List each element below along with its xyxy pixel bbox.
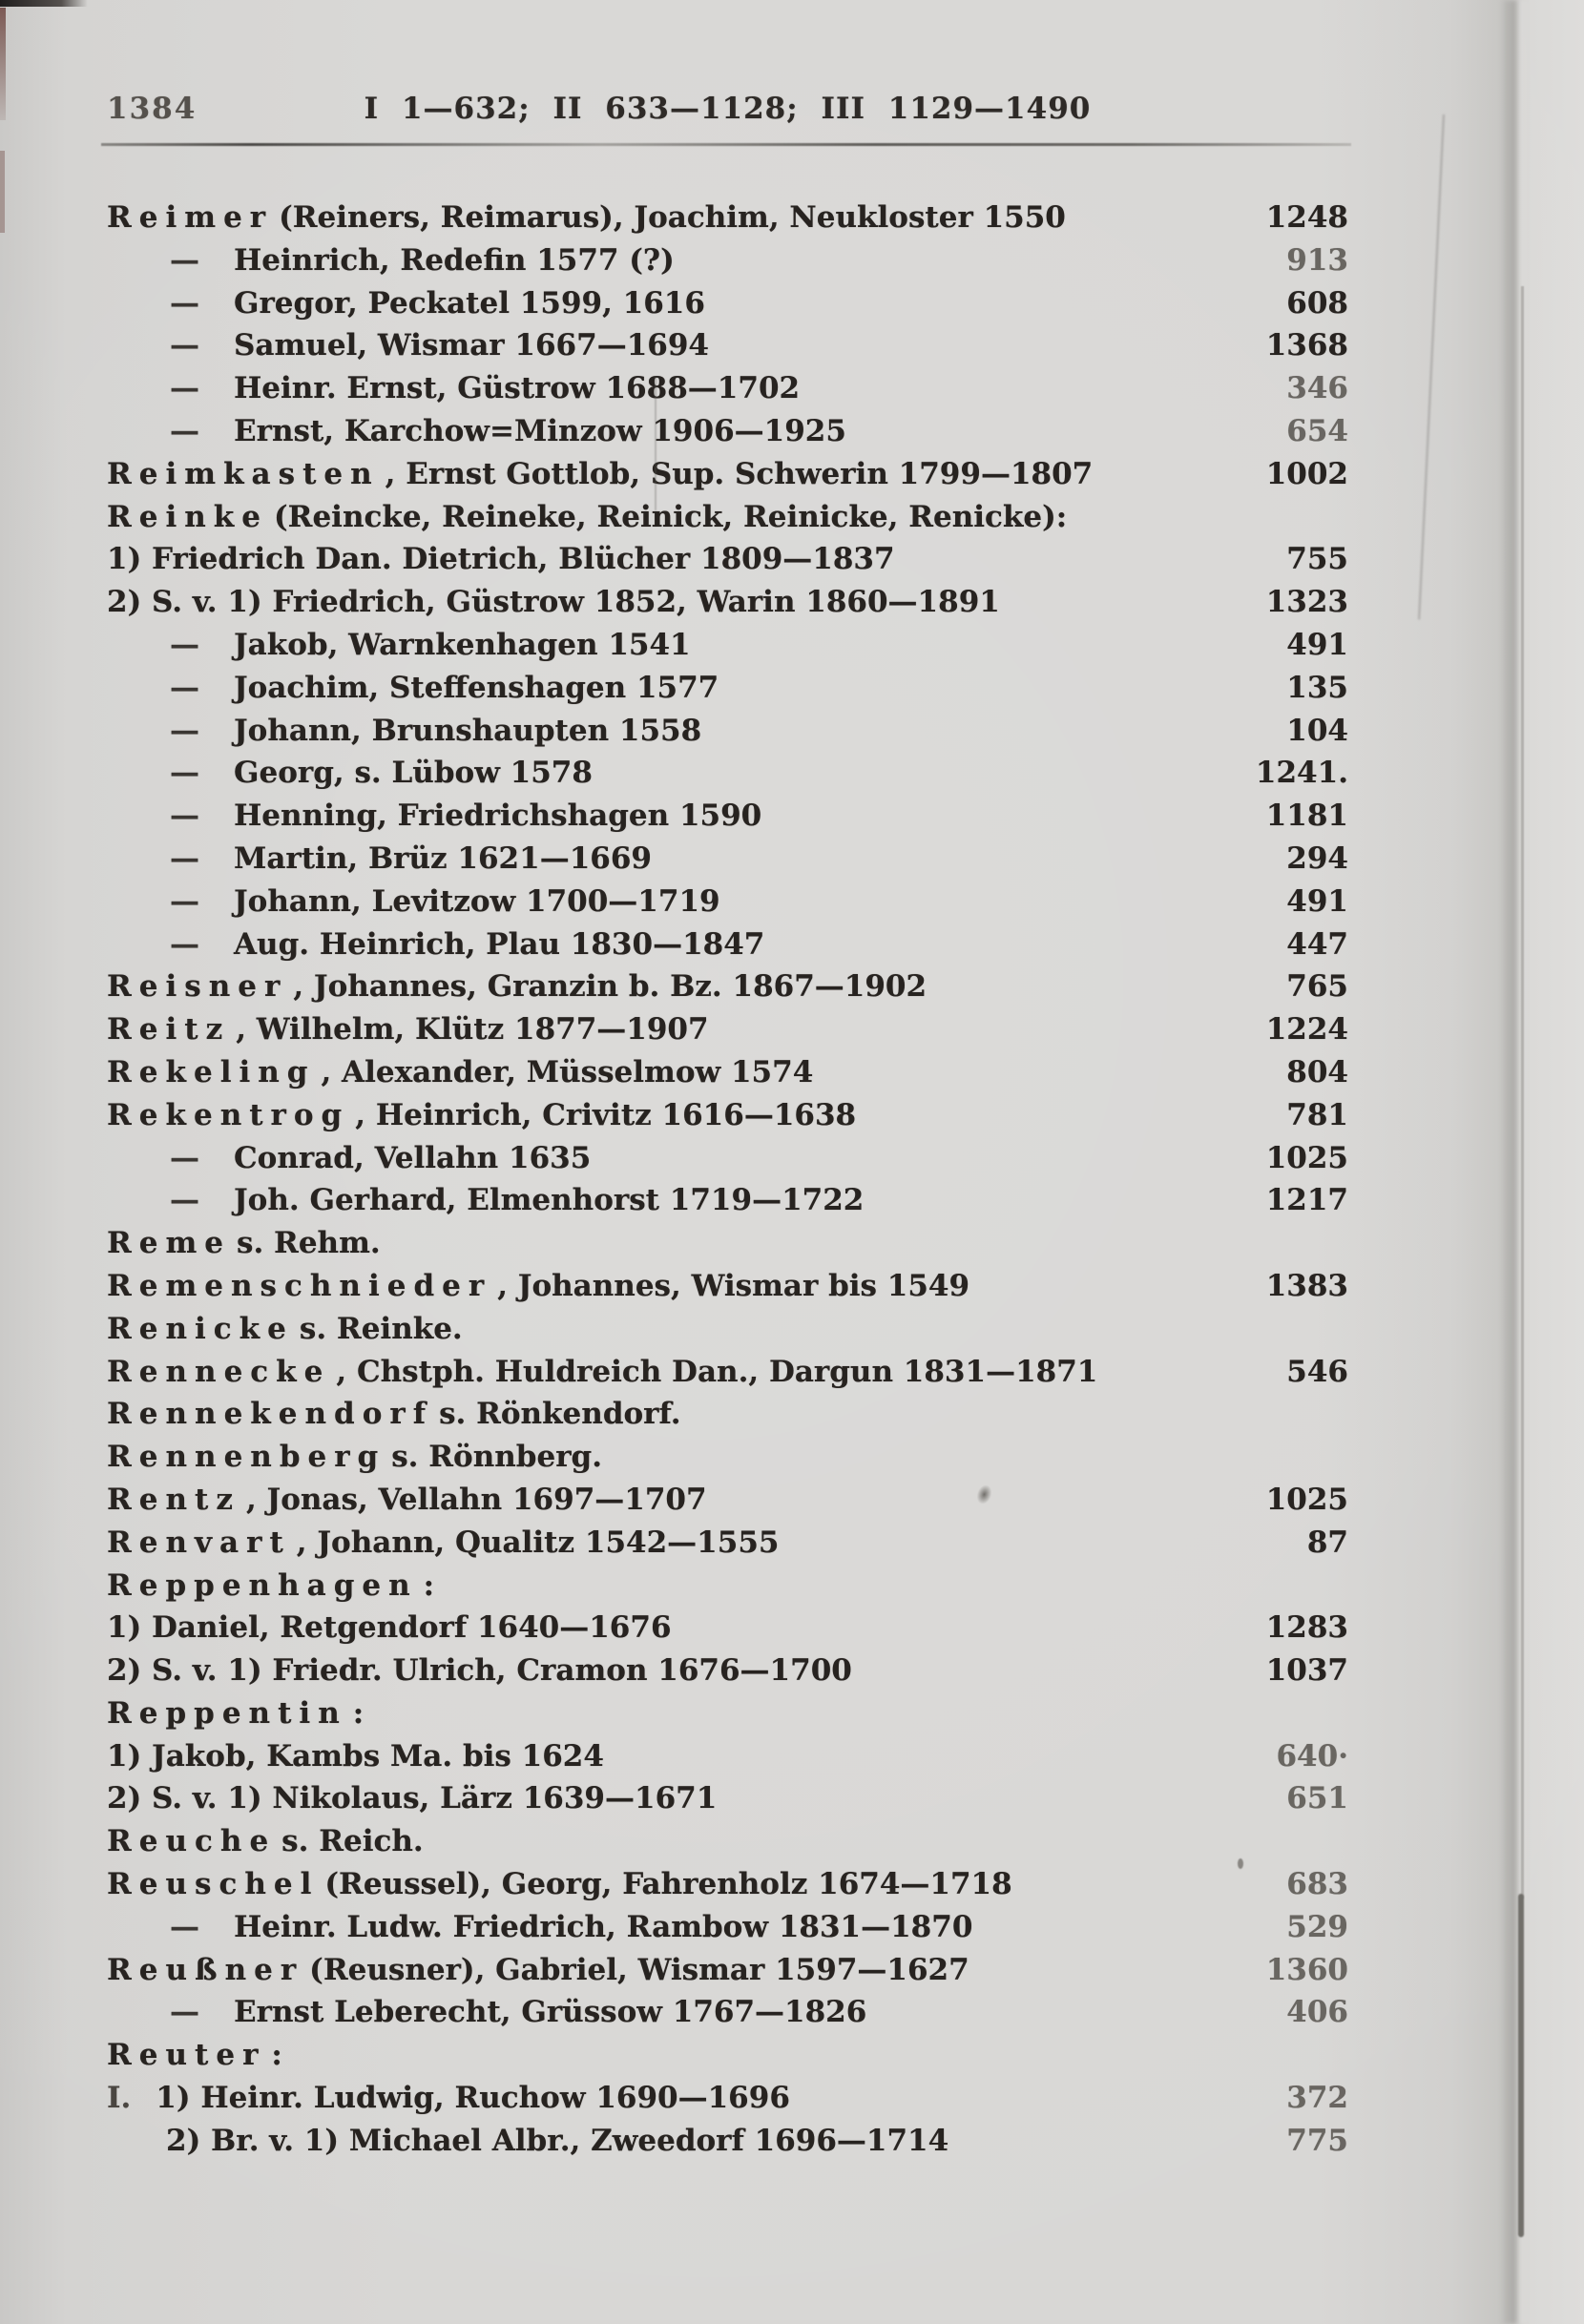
entry-page-ref: 1383: [1265, 1268, 1348, 1303]
entry-headword: Rennenberg: [107, 1440, 386, 1475]
index-entry-row: [107, 795, 1348, 838]
entry-page-ref: 529: [1286, 1909, 1348, 1944]
index-entry-row: [107, 324, 1348, 367]
entry-text: 2) S. v. 1) Nikolaus, Lärz 1639—1671: [107, 1781, 718, 1816]
entry-text: , Wilhelm, Klütz 1877—1907: [236, 1012, 709, 1048]
index-entry-row: [107, 453, 1348, 496]
index-entry-row: [107, 1650, 1348, 1692]
index-entry-row: [107, 1522, 1348, 1565]
index-entry-row: [107, 1265, 1348, 1308]
entry-page-ref: 87: [1306, 1525, 1348, 1560]
index-entry-row: [107, 1179, 1348, 1222]
entry-page-ref: 1181: [1265, 799, 1348, 834]
entry-text: (Reincke, Reineke, Reinick, Reinicke, Renicke):: [274, 499, 1068, 534]
entry-text: Martin, Brüz 1621—1669: [234, 840, 652, 876]
entry-page-ref: 1002: [1265, 456, 1348, 491]
entry-headword: Reuter: [107, 2038, 266, 2073]
entry-text: Conrad, Vellahn 1635: [234, 1140, 592, 1175]
entry-text: , Johannes, Wismar bis 1549: [497, 1268, 970, 1303]
running-head-volume-ranges: I 1—632; II 633—1128; III 1129—1490: [364, 92, 1092, 126]
index-entry-row: [107, 1735, 1348, 1778]
entry-headword: Renvart: [107, 1525, 291, 1560]
entry-text: Ernst, Karchow=Minzow 1906—1925: [234, 413, 846, 448]
entry-ditto-dash: —: [170, 670, 199, 705]
index-entry-row: [107, 1949, 1348, 1992]
entry-text: s. Rehm.: [237, 1226, 381, 1261]
entry-text: :: [423, 1567, 435, 1603]
entry-page-ref: 447: [1286, 926, 1348, 962]
entry-text: Heinrich, Redefin 1577 (?): [234, 242, 675, 278]
entry-page-ref: 1224: [1265, 1012, 1348, 1048]
index-entry-row: [107, 1692, 1348, 1735]
entry-text: Jakob, Warnkenhagen 1541: [234, 627, 691, 662]
entry-text: , Jonas, Vellahn 1697—1707: [245, 1482, 707, 1517]
entry-ditto-dash: —: [170, 413, 199, 448]
entry-text: s. Rönkendorf.: [439, 1397, 681, 1432]
entry-text: (Reussel), Georg, Fahrenholz 1674—1718: [324, 1867, 1012, 1902]
entry-page-ref: 1323: [1265, 585, 1348, 620]
entry-text: , Ernst Gottlob, Sup. Schwerin 1799—1807: [385, 456, 1094, 491]
index-entry-row: [107, 197, 1348, 239]
header-rule: [101, 143, 1351, 146]
page-edge-line: [1518, 1894, 1524, 2237]
entry-text: Ernst Leberecht, Grüssow 1767—1826: [234, 1995, 867, 2030]
entry-headword: Reitz: [107, 1012, 231, 1048]
entry-page-ref: 1025: [1265, 1140, 1348, 1175]
entry-ditto-dash: —: [170, 242, 199, 278]
entry-headword: Reuche: [107, 1824, 277, 1859]
entry-page-ref: 654: [1286, 413, 1348, 448]
page-edge-shadow: [1500, 0, 1529, 2324]
index-entry-row: [107, 410, 1348, 453]
entry-text: s. Rönnberg.: [391, 1440, 602, 1475]
entry-text: , Chstph. Huldreich Dan., Dargun 1831—1871: [336, 1354, 1098, 1389]
index-entry-row: [107, 1308, 1348, 1351]
index-entry-row: [107, 1863, 1348, 1906]
entry-page-ref: 781: [1286, 1097, 1348, 1132]
entry-page-ref: 406: [1286, 1995, 1348, 2030]
index-entry-row: [107, 667, 1348, 710]
entry-page-ref: 372: [1286, 2081, 1348, 2116]
entry-headword: Reppentin: [107, 1695, 347, 1731]
entry-ditto-dash: —: [170, 627, 199, 662]
entry-page-ref: 1241.: [1255, 756, 1348, 791]
entry-text: Joachim, Steffenshagen 1577: [234, 670, 719, 705]
entry-headword: Reuschel: [107, 1867, 320, 1902]
index-entry-row: [107, 1479, 1348, 1522]
index-entry-row: [107, 2034, 1348, 2077]
entry-ditto-dash: —: [170, 926, 199, 962]
entry-page-ref: 683: [1286, 1867, 1348, 1902]
entry-ditto-dash: —: [170, 840, 199, 876]
entry-page-ref: 294: [1286, 840, 1348, 876]
index-entry-row: [107, 1094, 1348, 1137]
index-entry-row: [107, 2077, 1348, 2120]
index-entry-row: [107, 1906, 1348, 1949]
entry-text: (Reusner), Gabriel, Wismar 1597—1627: [309, 1952, 969, 1987]
entry-headword: Rennekendorf: [107, 1397, 434, 1432]
index-entry-row: [107, 1137, 1348, 1180]
entry-text: Henning, Friedrichshagen 1590: [234, 799, 762, 834]
entry-text: 1) Daniel, Retgendorf 1640—1676: [107, 1610, 672, 1646]
entry-text: 1) Heinr. Ludwig, Ruchow 1690—1696: [156, 2081, 790, 2116]
entry-page-ref: 1217: [1265, 1183, 1348, 1218]
index-entry-row: [107, 838, 1348, 881]
entry-headword: Rennecke: [107, 1354, 331, 1389]
entry-ditto-dash: —: [170, 799, 199, 834]
entry-headword: Reinke: [107, 499, 269, 534]
page-edge-line: [1521, 286, 1524, 1899]
entry-ditto-dash: —: [170, 756, 199, 791]
entry-ditto-dash: —: [170, 371, 199, 406]
entry-headword: Rentz: [107, 1482, 240, 1517]
scan-artifact-left-edge: [0, 8, 6, 120]
entry-ditto-dash: —: [170, 1140, 199, 1175]
entry-text: Heinr. Ernst, Güstrow 1688—1702: [234, 371, 801, 406]
index-entry-row: [107, 1436, 1348, 1479]
index-entry-row: [107, 1051, 1348, 1094]
entry-headword: Reimkasten: [107, 456, 380, 491]
entry-text: Georg, s. Lübow 1578: [234, 756, 593, 791]
index-entry-row: [107, 1565, 1348, 1608]
index-entry-row: [107, 538, 1348, 581]
index-entry-row: [107, 239, 1348, 282]
index-entry-row: [107, 1393, 1348, 1436]
page-number: 1384: [107, 92, 198, 126]
entry-headword: Rekeling: [107, 1054, 316, 1089]
entry-page-ref: 651: [1286, 1781, 1348, 1816]
entry-ditto-dash: —: [170, 1909, 199, 1944]
entry-headword: Renicke: [107, 1311, 294, 1346]
entry-text: Samuel, Wismar 1667—1694: [234, 328, 709, 363]
paper-crease: [1418, 114, 1445, 619]
entry-ditto-dash: —: [170, 713, 199, 748]
entry-text: Johann, Brunshaupten 1558: [234, 713, 702, 748]
scan-artifact-top-edge: [0, 0, 88, 7]
entry-page-ref: 1360: [1265, 1952, 1348, 1987]
entry-ditto-dash: —: [170, 285, 199, 321]
entry-text: , Johannes, Granzin b. Bz. 1867—1902: [293, 969, 927, 1005]
entry-page-ref: 755: [1286, 542, 1348, 577]
entry-page-ref: 640·: [1276, 1738, 1348, 1774]
scan-artifact-left-edge: [0, 151, 5, 233]
entry-text: Gregor, Peckatel 1599, 1616: [234, 285, 705, 321]
entry-page-ref: 1025: [1265, 1482, 1348, 1517]
entry-text: 1) Jakob, Kambs Ma. bis 1624: [107, 1738, 604, 1774]
entry-page-ref: 1248: [1265, 200, 1348, 235]
index-entry-row: [107, 581, 1348, 624]
index-entry-row: [107, 1351, 1348, 1394]
entry-text: s. Reinke.: [299, 1311, 463, 1346]
entry-ditto-dash: —: [170, 883, 199, 919]
entry-text: (Reiners, Reimarus), Joachim, Neukloster 1550: [279, 200, 1066, 235]
entry-page-ref: 1037: [1265, 1653, 1348, 1689]
entry-text: s. Reich.: [281, 1824, 424, 1859]
entry-headword: Reimer: [107, 200, 274, 235]
entry-text: 2) S. v. 1) Friedrich, Güstrow 1852, Warin 1860—1891: [107, 585, 1000, 620]
index-entry-row: [107, 710, 1348, 753]
entry-page-ref: 546: [1286, 1354, 1348, 1389]
index-entry-row: [107, 923, 1348, 966]
entry-text: , Heinrich, Crivitz 1616—1638: [355, 1097, 857, 1132]
entry-headword: Rekentrog: [107, 1097, 350, 1132]
index-entry-row: [107, 1777, 1348, 1820]
entry-headword: Reisner: [107, 969, 288, 1005]
entry-text: Johann, Levitzow 1700—1719: [234, 883, 720, 919]
entry-ditto-dash: —: [170, 1995, 199, 2030]
entry-page-ref: 913: [1286, 242, 1348, 278]
entry-page-ref: 104: [1286, 713, 1348, 748]
index-entry-row: [107, 1820, 1348, 1863]
entry-headword: Reußner: [107, 1952, 304, 1987]
index-entry-row: [107, 367, 1348, 410]
entry-page-ref: 775: [1286, 2123, 1348, 2158]
entry-ditto-dash: —: [170, 1183, 199, 1218]
index-entry-row: [107, 752, 1348, 795]
entry-headword: Remenschnieder: [107, 1268, 492, 1303]
index-entry-row: [107, 965, 1348, 1008]
index-entry-row: [107, 881, 1348, 923]
entry-text: , Alexander, Müsselmow 1574: [321, 1054, 814, 1089]
index-entry-row: [107, 1008, 1348, 1051]
entry-text: 2) Br. v. 1) Michael Albr., Zweedorf 1696—1714: [166, 2123, 949, 2158]
entry-text: Joh. Gerhard, Elmenhorst 1719—1722: [234, 1183, 865, 1218]
entry-ditto-dash: —: [170, 328, 199, 363]
entries-list: [107, 197, 1348, 2163]
entry-page-ref: 804: [1286, 1054, 1348, 1089]
entry-roman-numeral: I.: [107, 2081, 132, 2116]
entry-page-ref: 491: [1286, 883, 1348, 919]
index-entry-row: [107, 1991, 1348, 2034]
entry-page-ref: 346: [1286, 371, 1348, 406]
index-entry-row: [107, 282, 1348, 325]
entry-text: :: [271, 2038, 282, 2073]
entry-page-ref: 1283: [1265, 1610, 1348, 1646]
entry-page-ref: 135: [1286, 670, 1348, 705]
entry-text: , Johann, Qualitz 1542—1555: [296, 1525, 780, 1560]
index-entry-row: [107, 1607, 1348, 1650]
index-entry-row: [107, 496, 1348, 539]
entry-text: 2) S. v. 1) Friedr. Ulrich, Cramon 1676—1700: [107, 1653, 852, 1689]
entry-headword: Reme: [107, 1226, 232, 1261]
entry-text: :: [352, 1695, 365, 1731]
entry-text: Aug. Heinrich, Plau 1830—1847: [234, 926, 765, 962]
index-entry-row: [107, 624, 1348, 667]
entry-page-ref: 765: [1286, 969, 1348, 1005]
entry-page-ref: 608: [1286, 285, 1348, 321]
index-entry-row: [107, 2120, 1348, 2163]
entry-headword: Reppenhagen: [107, 1567, 418, 1603]
index-entry-row: [107, 1222, 1348, 1265]
entry-text: 1) Friedrich Dan. Dietrich, Blücher 1809—1837: [107, 542, 895, 577]
entry-page-ref: 1368: [1265, 328, 1348, 363]
entry-text: Heinr. Ludw. Friedrich, Rambow 1831—1870: [234, 1909, 973, 1944]
entry-page-ref: 491: [1286, 627, 1348, 662]
